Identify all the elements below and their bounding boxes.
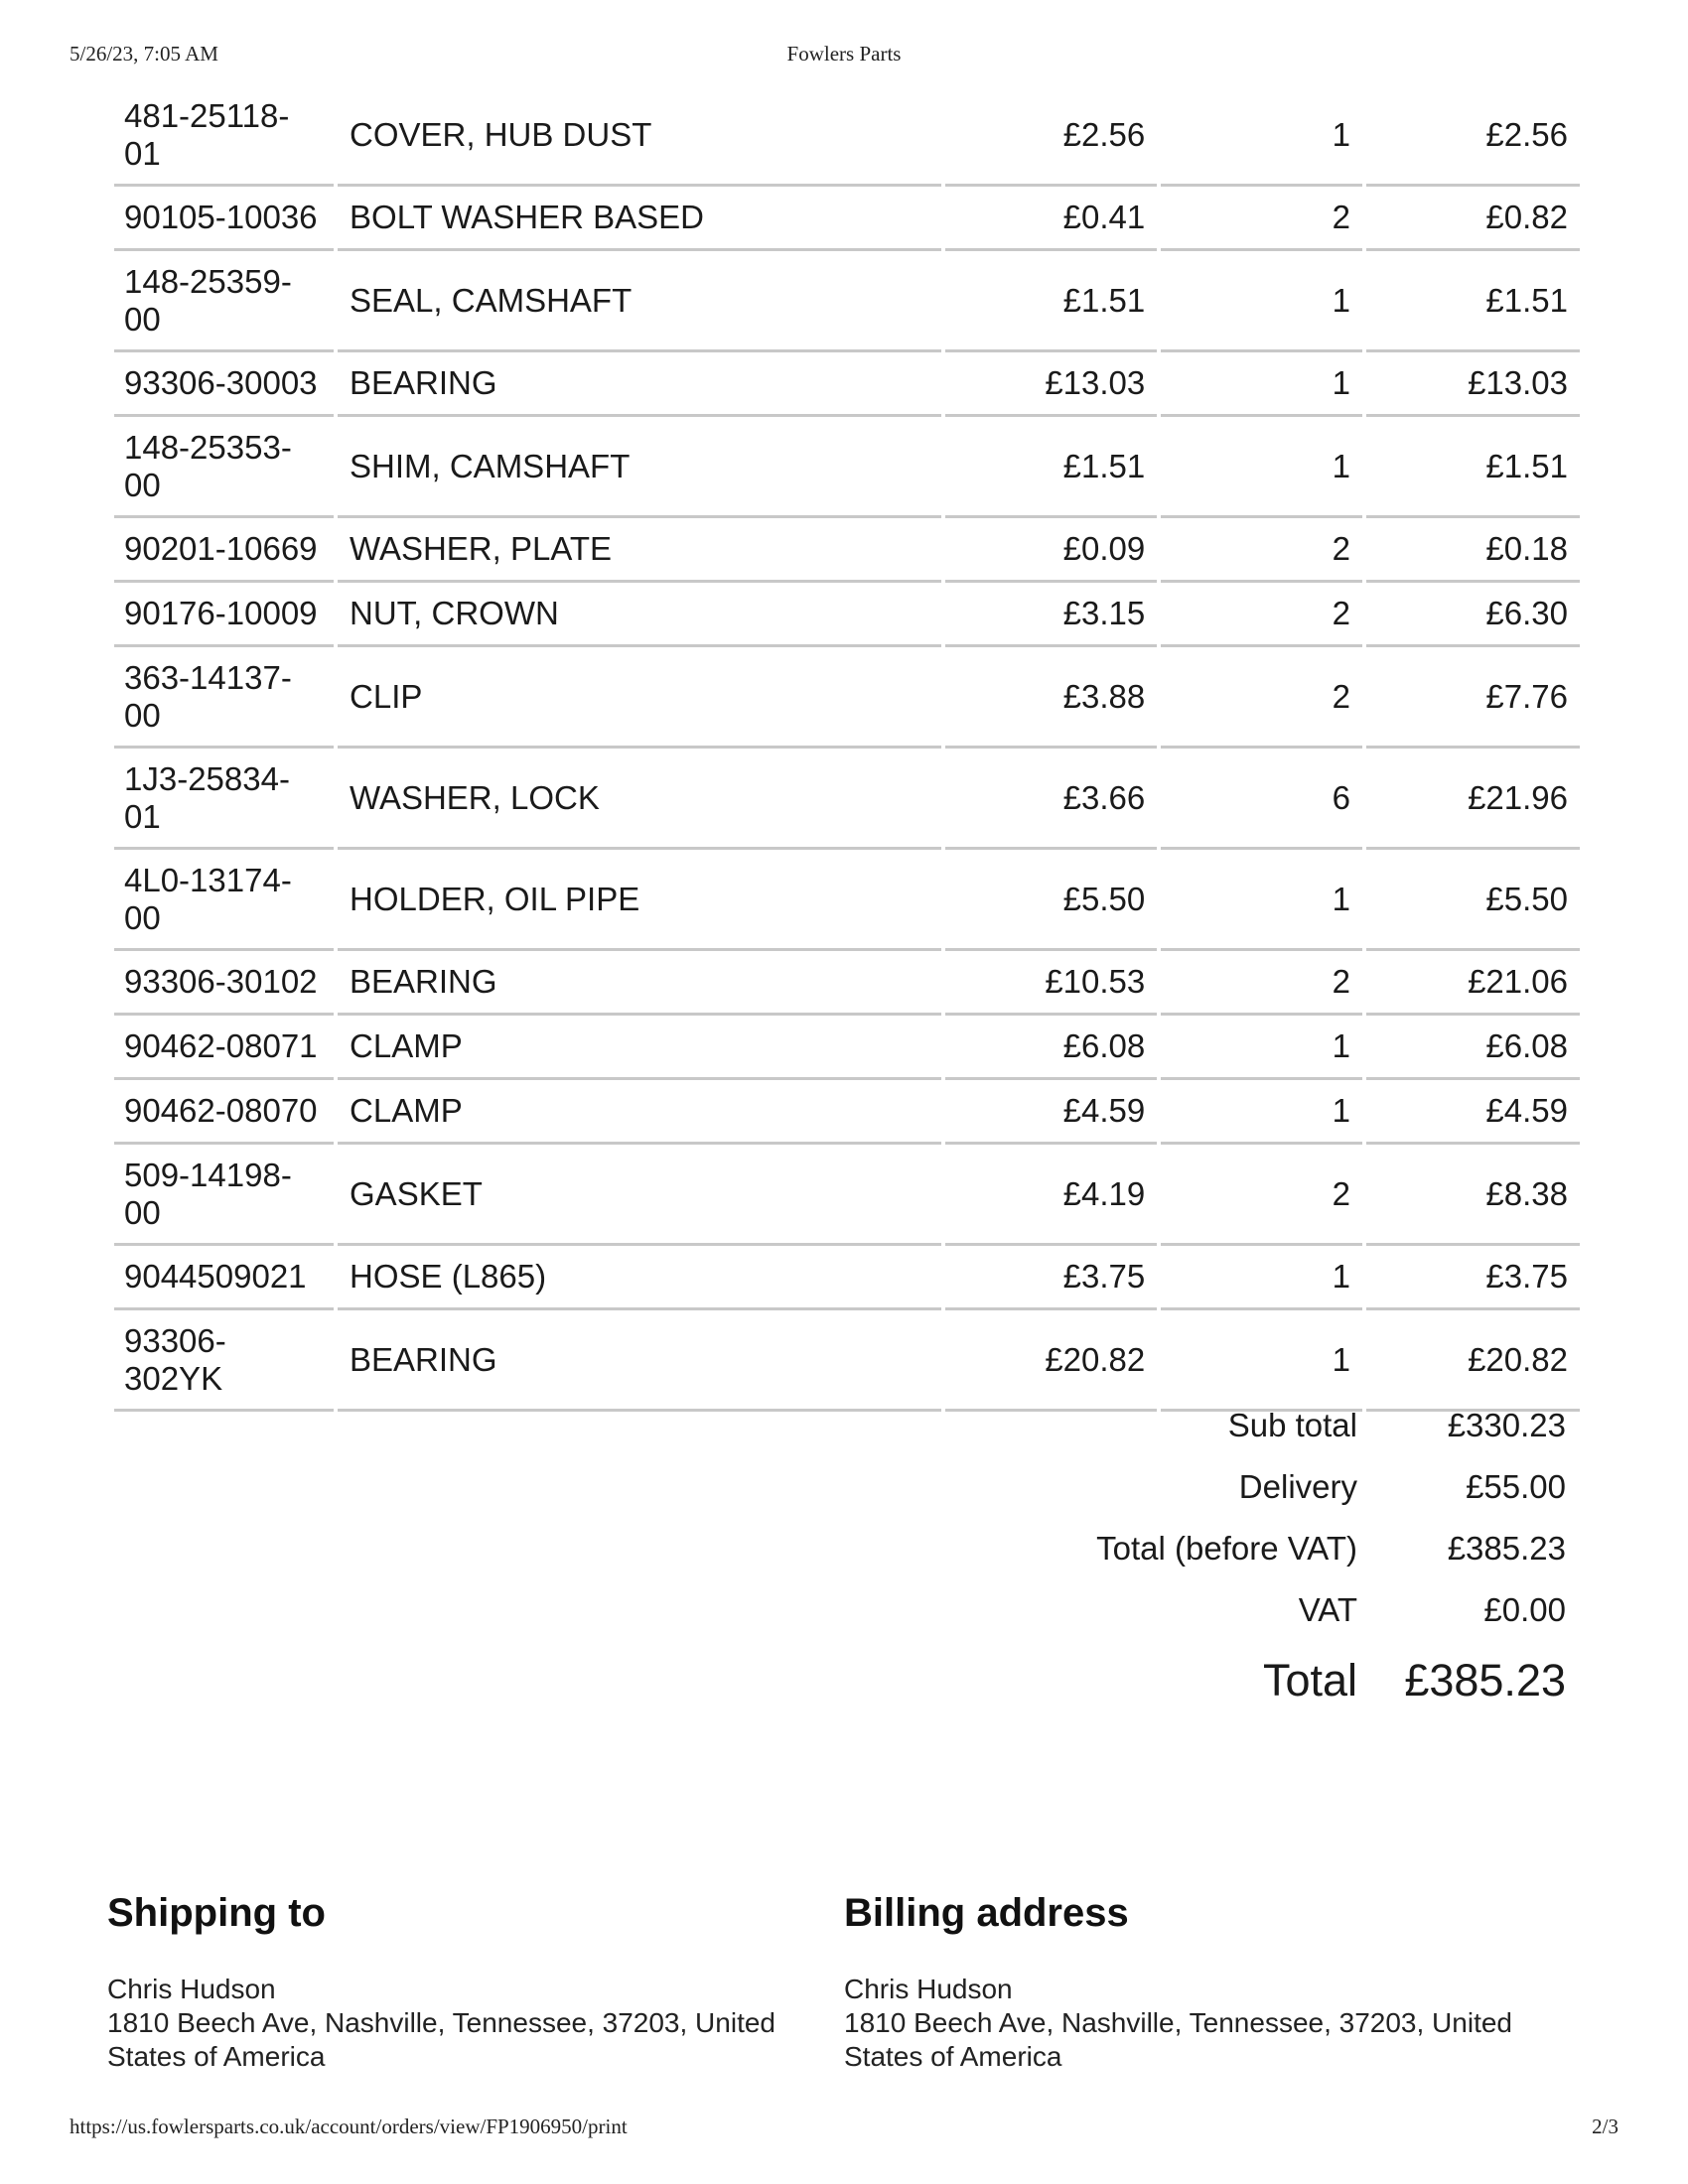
unit-price: £0.09 [945, 518, 1157, 583]
part-description: BEARING [338, 352, 941, 417]
table-row [114, 749, 1580, 850]
table-row [114, 1246, 1580, 1310]
part-number: 90176-10009 [114, 583, 334, 647]
line-total: £20.82 [1366, 1310, 1580, 1412]
page-url: https://us.fowlersparts.co.uk/account/orders/view/FP1906950/print [70, 2115, 628, 2138]
unit-price: £3.66 [945, 749, 1157, 850]
line-total: £7.76 [1366, 647, 1580, 749]
table-row [114, 1016, 1580, 1080]
unit-price: £1.51 [945, 251, 1157, 352]
shipping-heading: Shipping to [107, 1891, 326, 1935]
part-description: SEAL, CAMSHAFT [338, 251, 941, 352]
print-footer [70, 2115, 1618, 2138]
unit-price: £0.41 [945, 187, 1157, 251]
unit-price: £3.15 [945, 583, 1157, 647]
vat-value: £0.00 [1483, 1591, 1566, 1628]
unit-price: £6.08 [945, 1016, 1157, 1080]
unit-price: £4.19 [945, 1145, 1157, 1246]
subtotal-row [1033, 1395, 1584, 1456]
quantity: 2 [1161, 583, 1362, 647]
quantity: 2 [1161, 647, 1362, 749]
part-description: WASHER, LOCK [338, 749, 941, 850]
line-total: £13.03 [1366, 352, 1580, 417]
part-description: BEARING [338, 1310, 941, 1412]
quantity: 1 [1161, 1310, 1362, 1412]
quantity: 1 [1161, 251, 1362, 352]
part-number: 481-25118-01 [114, 85, 334, 187]
line-total: £4.59 [1366, 1080, 1580, 1145]
vat-label: VAT [1298, 1591, 1357, 1628]
line-total: £3.75 [1366, 1246, 1580, 1310]
subtotal-label: Sub total [1227, 1407, 1357, 1443]
part-number: 90462-08070 [114, 1080, 334, 1145]
line-total: £2.56 [1366, 85, 1580, 187]
billing-address-line1: 1810 Beech Ave, Nashville, Tennessee, 37203, United [844, 2007, 1512, 2038]
print-header [70, 42, 1618, 66]
delivery-row [1033, 1456, 1584, 1518]
quantity: 1 [1161, 850, 1362, 951]
table-row [114, 583, 1580, 647]
table-row [114, 951, 1580, 1016]
table-row [114, 647, 1580, 749]
delivery-value: £55.00 [1466, 1468, 1566, 1505]
part-number: 90462-08071 [114, 1016, 334, 1080]
part-number: 93306-302YK [114, 1310, 334, 1412]
table-row [114, 850, 1580, 951]
unit-price: £3.75 [945, 1246, 1157, 1310]
part-number: 509-14198-00 [114, 1145, 334, 1246]
part-description: HOLDER, OIL PIPE [338, 850, 941, 951]
part-number: 93306-30102 [114, 951, 334, 1016]
billing-name: Chris Hudson [844, 1974, 1013, 2004]
part-number: 148-25353-00 [114, 417, 334, 518]
unit-price: £10.53 [945, 951, 1157, 1016]
part-description: SHIM, CAMSHAFT [338, 417, 941, 518]
print-datetime: 5/26/23, 7:05 AM [70, 42, 218, 66]
table-row [114, 187, 1580, 251]
part-number: 9044509021 [114, 1246, 334, 1310]
billing-address-block [844, 1889, 1539, 2074]
part-number: 1J3-25834-01 [114, 749, 334, 850]
quantity: 2 [1161, 187, 1362, 251]
line-total: £0.18 [1366, 518, 1580, 583]
line-total: £1.51 [1366, 251, 1580, 352]
part-description: BOLT WASHER BASED [338, 187, 941, 251]
order-items-body [114, 85, 1580, 1412]
part-description: COVER, HUB DUST [338, 85, 941, 187]
table-row [114, 518, 1580, 583]
line-total: £5.50 [1366, 850, 1580, 951]
line-total: £21.06 [1366, 951, 1580, 1016]
quantity: 1 [1161, 1246, 1362, 1310]
unit-price: £3.88 [945, 647, 1157, 749]
part-description: BEARING [338, 951, 941, 1016]
part-number: 93306-30003 [114, 352, 334, 417]
part-description: NUT, CROWN [338, 583, 941, 647]
line-total: £1.51 [1366, 417, 1580, 518]
quantity: 1 [1161, 1080, 1362, 1145]
page-number: 2/3 [1592, 2115, 1618, 2138]
line-total: £0.82 [1366, 187, 1580, 251]
quantity: 2 [1161, 1145, 1362, 1246]
line-total: £8.38 [1366, 1145, 1580, 1246]
quantity: 1 [1161, 1016, 1362, 1080]
subtotal-value: £330.23 [1447, 1407, 1566, 1443]
line-total: £6.30 [1366, 583, 1580, 647]
unit-price: £5.50 [945, 850, 1157, 951]
quantity: 1 [1161, 417, 1362, 518]
quantity: 2 [1161, 518, 1362, 583]
unit-price: £20.82 [945, 1310, 1157, 1412]
table-row [114, 1145, 1580, 1246]
delivery-label: Delivery [1238, 1468, 1357, 1505]
part-number: 4L0-13174-00 [114, 850, 334, 951]
shipping-name: Chris Hudson [107, 1974, 276, 2004]
grand-total-label: Total [1262, 1655, 1357, 1706]
shipping-address-line2: States of America [107, 2041, 326, 2072]
before-vat-value: £385.23 [1447, 1530, 1566, 1567]
shipping-address-line1: 1810 Beech Ave, Nashville, Tennessee, 37203, United [107, 2007, 775, 2038]
billing-heading: Billing address [844, 1891, 1129, 1935]
table-row [114, 417, 1580, 518]
line-total: £21.96 [1366, 749, 1580, 850]
part-number: 148-25359-00 [114, 251, 334, 352]
unit-price: £4.59 [945, 1080, 1157, 1145]
unit-price: £13.03 [945, 352, 1157, 417]
table-row [114, 1080, 1580, 1145]
part-description: WASHER, PLATE [338, 518, 941, 583]
part-description: GASKET [338, 1145, 941, 1246]
unit-price: £2.56 [945, 85, 1157, 187]
quantity: 2 [1161, 951, 1362, 1016]
table-row [114, 352, 1580, 417]
table-row [114, 251, 1580, 352]
part-description: CLIP [338, 647, 941, 749]
before-vat-label: Total (before VAT) [1096, 1530, 1357, 1567]
unit-price: £1.51 [945, 417, 1157, 518]
print-page-title: Fowlers Parts [786, 42, 902, 66]
part-description: HOSE (L865) [338, 1246, 941, 1310]
grand-total-row [1033, 1641, 1584, 1720]
quantity: 6 [1161, 749, 1362, 850]
part-number: 90201-10669 [114, 518, 334, 583]
grand-total-value: £385.23 [1404, 1655, 1566, 1706]
order-items-table [110, 85, 1584, 1412]
vat-row [1033, 1579, 1584, 1641]
line-total: £6.08 [1366, 1016, 1580, 1080]
part-number: 363-14137-00 [114, 647, 334, 749]
part-description: CLAMP [338, 1016, 941, 1080]
quantity: 1 [1161, 85, 1362, 187]
billing-address-line2: States of America [844, 2041, 1062, 2072]
table-row [114, 85, 1580, 187]
shipping-address-block [107, 1889, 802, 2074]
part-number: 90105-10036 [114, 187, 334, 251]
quantity: 1 [1161, 352, 1362, 417]
part-description: CLAMP [338, 1080, 941, 1145]
before-vat-row [1033, 1518, 1584, 1579]
order-totals [1033, 1395, 1584, 1720]
